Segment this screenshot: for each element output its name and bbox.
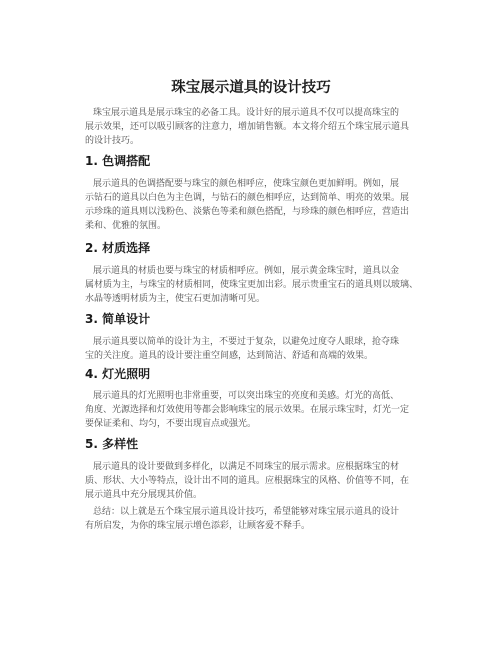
paragraph-line: 展示效果，还可以吸引顾客的注意力，增加销售额。本文将介绍五个珠宝展示道具 xyxy=(85,122,410,132)
conclusion-paragraph xyxy=(85,505,430,533)
paragraph-line: 展示道具的设计要做到多样化，以满足不同珠宝的展示需求。应根据珠宝的材 xyxy=(93,462,400,472)
section-paragraph-lighting xyxy=(85,389,430,431)
section-heading-color: 1. 色调搭配 xyxy=(85,154,151,168)
paragraph-line: 角度、光源选择和灯效使用等都会影响珠宝的展示效果。在展示珠宝时，灯光一定 xyxy=(85,405,410,415)
document-title: 珠宝展示道具的设计技巧 xyxy=(171,80,331,96)
paragraph-line: 展示道具的灯光照明也非常重要，可以突出珠宝的亮度和美感。灯光的高低、 xyxy=(93,391,400,401)
section-heading-material: 2. 材质选择 xyxy=(85,241,151,255)
paragraph-line: 柔和、优雅的氛围。 xyxy=(85,221,167,231)
section-paragraph-material xyxy=(85,264,430,306)
paragraph-line: 总结：以上就是五个珠宝展示道具设计技巧，希望能够对珠宝展示道具的设计 xyxy=(93,507,400,517)
paragraph-line: 要保证柔和、均匀，不要出现盲点或强光。 xyxy=(85,419,257,429)
paragraph-line: 示钻石的道具以白色为主色调，与钻石的颜色相呼应，达到简单、明亮的效果。展 xyxy=(85,193,410,203)
paragraph-line: 展示道具中充分展现其价值。 xyxy=(85,490,203,500)
paragraph-line: 的设计技巧。 xyxy=(85,136,140,146)
intro-paragraph xyxy=(85,106,430,148)
section-heading-lighting: 4. 灯光照明 xyxy=(85,367,151,381)
paragraph-line: 宝的关注度。道具的设计要注重空间感，达到简洁、舒适和高端的效果。 xyxy=(85,351,374,361)
paragraph-line: 展示道具的色调搭配要与珠宝的颜色相呼应，使珠宝颜色更加鲜明。例如，展 xyxy=(93,179,400,189)
paragraph-line: 示珍珠的道具则以浅粉色、淡紫色等柔和颜色搭配，与珍珠的颜色相呼应，营造出 xyxy=(85,207,410,217)
section-paragraph-simple-design xyxy=(85,335,430,363)
paragraph-line: 展示道具的材质也要与珠宝的材质相呼应。例如，展示黄金珠宝时，道具以金 xyxy=(93,266,400,276)
paragraph-line: 珠宝展示道具是展示珠宝的必备工具。设计好的展示道具不仅可以提高珠宝的 xyxy=(93,108,400,118)
paragraph-line: 水晶等透明材质为主，使宝石更加清晰可见。 xyxy=(85,294,266,304)
section-paragraph-color xyxy=(85,177,430,233)
section-paragraph-diversity xyxy=(85,460,430,502)
paragraph-line: 属材质为主，与珠宝的材质相同，使珠宝更加出彩。展示贵重宝石的道具则以玻璃、 xyxy=(85,280,419,290)
paragraph-line: 有所启发，为你的珠宝展示增色添彩，让顾客爱不释手。 xyxy=(85,521,311,531)
paragraph-line: 展示道具要以简单的设计为主，不要过于复杂，以避免过度夺人眼球，抢夺珠 xyxy=(93,337,400,347)
paragraph-line: 质、形状、大小等特点，设计出不同的道具。应根据珠宝的风格、价值等不同，在 xyxy=(85,476,410,486)
section-heading-diversity: 5. 多样性 xyxy=(85,437,139,451)
section-heading-simple-design: 3. 简单设计 xyxy=(85,312,151,326)
